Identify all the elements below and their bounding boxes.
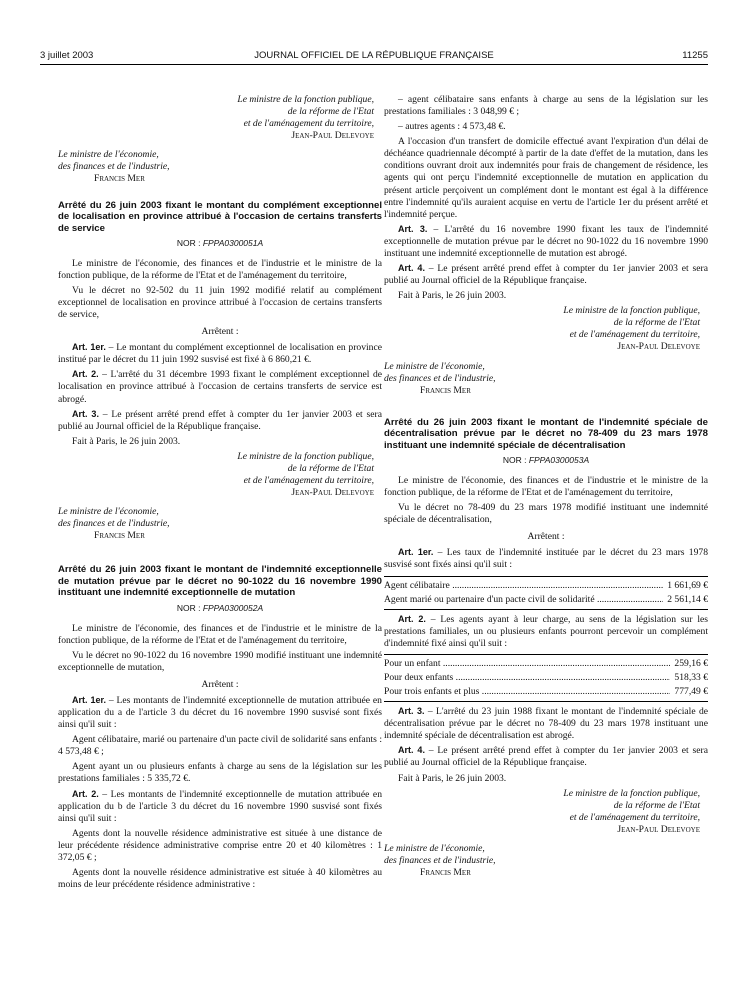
signature-economie: Le ministre de l'économie, des finances et de l'industrie, Francis Mer	[384, 360, 496, 396]
paragraph: – autres agents : 4 573,48 €.	[398, 121, 506, 133]
arrete-3-title: Arrêté du 26 juin 2003 fixant le montant de l'indemnité spéciale de décentralisation prévue par le décret no 78-409 du 23 mars 1978 instituant une indemnité spéciale de décentralisation	[384, 416, 708, 451]
article: Art. 4. – Le présent arrêté prend effet à compter du 1er janvier 2003 et sera publié au Journal officiel de la République française.	[384, 263, 708, 287]
paragraph: Agents dont la nouvelle résidence administrative est située à une distance de leur précédente résidence administrative comprise entre 20 et 40 kilomètres : 1 372,05 € ;	[58, 827, 382, 863]
signature-fonction-publique: Le ministre de la fonction publique, de la réforme de l'Etat et de l'aménagement du territoire, Jean-Paul Delevoye	[563, 305, 700, 353]
right-column	[384, 94, 708, 879]
signature-economie: Le ministre de l'économie, des finances et de l'industrie, Francis Mer	[384, 842, 496, 879]
arretent-label: Arrêtent :	[527, 531, 565, 543]
paragraph: Vu le décret no 90-1022 du 16 novembre 1990 modifié instituant une indemnité exceptionnelle de mutation,	[58, 649, 382, 673]
paragraph: Agent célibataire, marié ou partenaire d'un pacte civil de solidarité sans enfants : 4 573,48 € ;	[58, 734, 382, 758]
header-date: 3 juillet 2003	[40, 50, 94, 61]
article: Art. 2. – L'arrêté du 31 décembre 1993 fixant le complément exceptionnel de localisation en province attribué à l'occasion de certains transferts de service est abrogé.	[58, 369, 383, 405]
paragraph: Le ministre de l'économie, des finances et de l'industrie et le ministre de la fonction publique, de la réforme de l'Etat et de l'aménagement du territoire,	[384, 475, 708, 499]
table-row: Pour trois enfants et plus ..... 777,49 €	[384, 686, 708, 698]
table-row: Agent célibataire ..... 1 661,69 €	[384, 580, 708, 592]
arrete-3-nor: NOR : FPPA0300053A	[502, 455, 590, 466]
paragraph: Le ministre de l'économie, des finances et de l'industrie et le ministre de la fonction publique, de la réforme de l'Etat et de l'aménagement du territoire,	[58, 622, 382, 646]
signature-fonction-publique: Le ministre de la fonction publique, de la réforme de l'Etat et de l'aménagement du territoire, Jean-Paul Delevoye	[237, 450, 374, 499]
arrete-2-title: Arrêté du 26 juin 2003 fixant le montant de l'indemnité exceptionnelle de mutation prévue par le décret no 90-1022 du 16 novembre 1990 instituant une indemnité exceptionnelle de mutation	[58, 564, 382, 599]
table-row: Pour deux enfants ..... 518,33 €	[384, 672, 708, 684]
rates-table-1	[384, 576, 708, 610]
paragraph: A l'occasion d'un transfert de domicile effectué avant l'expiration d'un délai de déchéance quadriennale décompté à partir de la date d'effet de la mutation, dans les conditions ouvrant droit aux indemnités pour frais de changement de résidence, les agents qui ont perçu l'indemnité exceptionnelle de mutation en application du présent article perçoivent un complément dont le montant est égal à la différence entre l'indemnité qu'ils auraient acquise en vertu de l'article 1er du présent arrêté et l'indemnité perçue.	[384, 136, 708, 220]
fait-a-paris: Fait à Paris, le 26 juin 2003.	[398, 290, 507, 302]
article: Art. 2. – Les agents ayant à leur charge, au sens de la législation sur les prestations familiales, un ou plusieurs enfants pourront percevoir un complément d'indemnité fixé ainsi qu'il suit :	[384, 613, 708, 649]
arrete-1-title: Arrêté du 26 juin 2003 fixant le montant du complément exceptionnel de localisation en province attribué à l'occasion de certains transferts de service	[58, 199, 382, 234]
arretent-label: Arrêtent :	[201, 678, 239, 690]
table-row: Pour un enfant ..... 259,16 €	[384, 658, 708, 670]
article: Art. 1er. – Les montants de l'indemnité exceptionnelle de mutation attribuée en application du a de l'article 3 du décret du 16 novembre 1990 susvisé sont fixés ainsi qu'il suit :	[58, 694, 382, 731]
article: Art. 2. – Les montants de l'indemnité exceptionnelle de mutation attribuée en application du b de l'article 3 du décret du 16 novembre 1990 susvisé sont fixés ainsi qu'il suit :	[58, 788, 382, 824]
article: Art. 1er. – Le montant du complément exceptionnel de localisation en province institué par le décret du 11 juin 1992 susvisé est fixé à 6 860,21 €.	[58, 342, 382, 366]
signature-fonction-publique: Le ministre de la fonction publique, de la réforme de l'Etat et de l'aménagement du territoire, Jean-Paul Delevoye	[237, 94, 374, 142]
article: Art. 3. – L'arrêté du 23 juin 1988 fixant le montant de l'indemnité spéciale de décentralisation prévue par le décret no 78-409 du 23 mars 1978 instituant une indemnité spéciale de décentralisation est abrogé.	[384, 706, 709, 742]
arrete-2-nor: NOR : FPPA0300052A	[176, 602, 264, 613]
rates-table-2	[384, 654, 708, 702]
arretent-label: Arrêtent :	[201, 326, 239, 338]
signature-economie: Le ministre de l'économie, des finances et de l'industrie, Francis Mer	[58, 506, 170, 542]
header-page-number: 11255	[682, 50, 708, 61]
header-journal-title: JOURNAL OFFICIEL DE LA RÉPUBLIQUE FRANÇAISE	[254, 50, 494, 61]
fait-a-paris: Fait à Paris, le 26 juin 2003.	[398, 772, 507, 784]
article: Art. 4. – Le présent arrêté prend effet à compter du 1er janvier 2003 et sera publié au Journal officiel de la République française.	[384, 745, 708, 769]
fait-a-paris: Fait à Paris, le 26 juin 2003.	[72, 435, 181, 447]
signature-fonction-publique: Le ministre de la fonction publique, de la réforme de l'Etat et de l'aménagement du territoire, Jean-Paul Delevoye	[563, 787, 700, 835]
article: Art. 1er. – Les taux de l'indemnité instituée par le décret du 23 mars 1978 susvisé sont fixés ainsi qu'il suit :	[384, 547, 708, 571]
paragraph: – agent célibataire sans enfants à charge au sens de la législation sur les prestations familiales : 3 048,99 € ;	[384, 94, 708, 118]
paragraph: Le ministre de l'économie, des finances et de l'industrie et le ministre de la fonction publique, de la réforme de l'Etat et de l'aménagement du territoire,	[58, 257, 382, 281]
paragraph: Vu le décret no 78-409 du 23 mars 1978 modifié instituant une indemnité spéciale de décentralisation,	[384, 502, 708, 526]
page-header	[40, 50, 708, 64]
left-column	[58, 94, 382, 894]
table-row: Agent marié ou partenaire d'un pacte civil de solidarité ..... 2 561,14 €	[384, 594, 708, 606]
signature-economie: Le ministre de l'économie, des finances et de l'industrie, Francis Mer	[58, 149, 170, 185]
paragraph: Vu le décret no 92-502 du 11 juin 1992 modifié relatif au complément exceptionnel de localisation en province attribué à l'occasion de certains transferts de service,	[58, 284, 382, 321]
header-rule	[40, 64, 708, 65]
paragraph: Agent ayant un ou plusieurs enfants à charge au sens de la législation sur les prestations familiales : 5 335,72 €.	[58, 761, 382, 785]
article: Art. 3. – Le présent arrêté prend effet à compter du 1er janvier 2003 et sera publié au Journal officiel de la République française.	[58, 408, 382, 432]
paragraph: Agents dont la nouvelle résidence administrative est située à 40 kilomètres au moins de leur précédente résidence administrative :	[58, 867, 382, 891]
arrete-1-nor: NOR : FPPA0300051A	[176, 238, 264, 249]
article: Art. 3. – L'arrêté du 16 novembre 1990 fixant les taux de l'indemnité exceptionnelle de mutation prévue par le décret no 90-1022 du 16 novembre 1990 instituant une indemnité exceptionnelle de mutation est abrogé.	[384, 223, 708, 259]
